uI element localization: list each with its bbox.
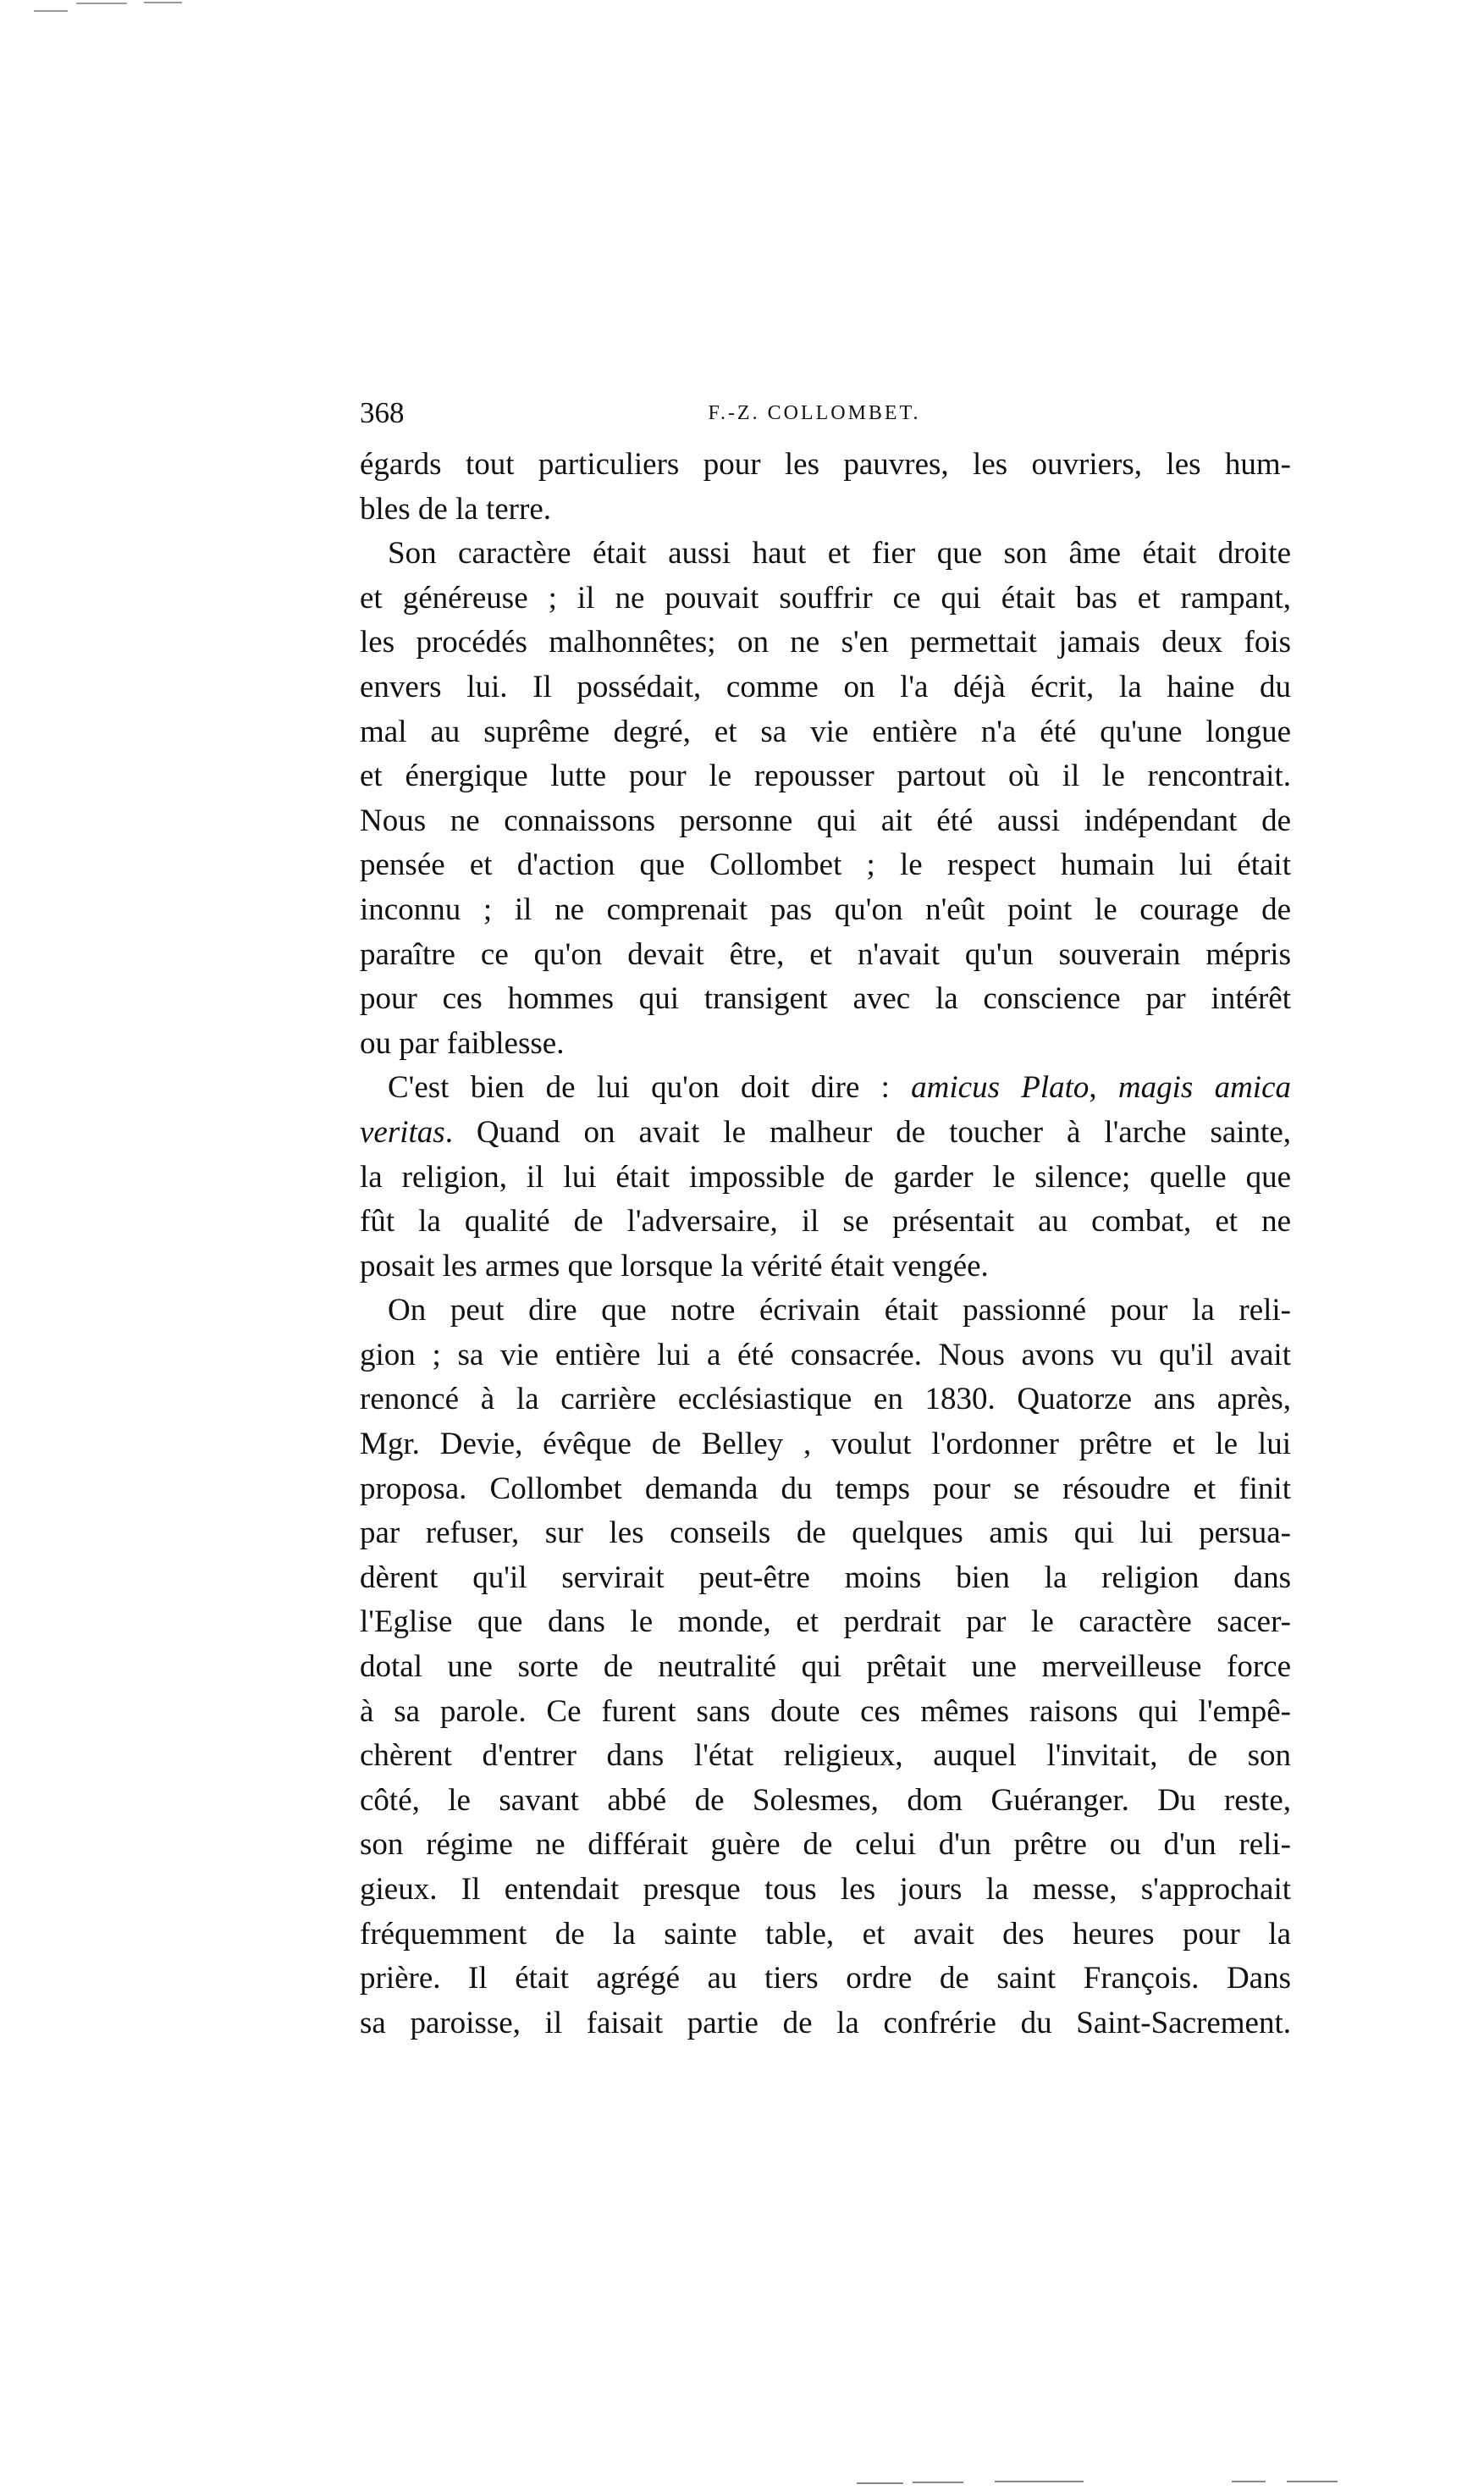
text-line: Mgr. Devie, évêque de Belley , voulut l'ordonner prêtre et le lui — [360, 1427, 1291, 1462]
paragraph-4 — [360, 1289, 1291, 2046]
paragraph-2 — [360, 532, 1291, 1066]
text-line: égards tout particuliers pour les pauvres, les ouvriers, les hum- — [360, 447, 1291, 482]
latin-quote-italic: magis amica — [1117, 1070, 1291, 1106]
scan-edge-artifacts-bottom — [847, 2481, 1439, 2487]
running-title: F.-Z. COLLOMBET. — [708, 402, 921, 424]
latin-quote-italic: amicus Plato — [911, 1070, 1090, 1106]
paragraph-1 — [360, 443, 1291, 532]
text-line: sa paroisse, il faisait partie de la confrérie du Saint-Sacrement. — [360, 2005, 1291, 2040]
text-line: fréquemment de la sainte table, et avait des heures pour la — [360, 1916, 1291, 1952]
text-line: prière. Il était agrégé au tiers ordre de saint François. Dans — [360, 1961, 1291, 1996]
page-number: 368 — [360, 396, 405, 429]
text-line: Son caractère était aussi haut et fier que son âme était droite — [388, 536, 1291, 571]
text-line: côté, le savant abbé de Solesmes, dom Guéranger. Du reste, — [360, 1782, 1291, 1818]
body-text — [360, 443, 1291, 2046]
text-line: la religion, il lui était impossible de garder le silence; quelle que — [360, 1159, 1291, 1195]
text-line: dotal une sorte de neutralité qui prêtait une merveilleuse force — [360, 1649, 1291, 1685]
text-line: à sa parole. Ce furent sans doute ces mêmes raisons qui l'empê- — [360, 1693, 1291, 1729]
text-line: gieux. Il entendait presque tous les jours la messe, s'approchait — [360, 1872, 1291, 1907]
text-line — [360, 1111, 1291, 1156]
text-line: et énergique lutte pour le repousser partout où il le rencontrait. — [360, 759, 1291, 794]
paragraph-3 — [360, 1066, 1291, 1289]
text-line: fût la qualité de l'adversaire, il se présentait au combat, et ne — [360, 1204, 1291, 1239]
text-run: C'est bien de lui qu'on doit dire : — [388, 1070, 912, 1106]
text-line: chèrent d'entrer dans l'état religieux, auquel l'invitait, de son — [360, 1738, 1291, 1774]
scan-edge-artifacts-top — [0, 0, 254, 14]
latin-quote-italic: veritas — [360, 1114, 445, 1150]
text-line: renoncé à la carrière ecclésiastique en 1830. Quatorze ans après, — [360, 1382, 1291, 1417]
text-line: pensée et d'action que Collombet ; le respect humain lui était — [360, 847, 1291, 883]
text-line: les procédés malhonnêtes; on ne s'en permettait jamais deux fois — [360, 625, 1291, 660]
text-run: , — [1089, 1070, 1118, 1106]
text-line: Nous ne connaissons personne qui ait été aussi indépendant de — [360, 803, 1291, 838]
text-line: On peut dire que notre écrivain était passionné pour la reli- — [388, 1293, 1291, 1328]
text-line: paraître ce qu'on devait être, et n'avait qu'un souverain mépris — [360, 936, 1291, 972]
text-line: inconnu ; il ne comprenait pas qu'on n'eût point le courage de — [360, 892, 1291, 927]
text-line: dèrent qu'il servirait peut-être moins bien la religion dans — [360, 1560, 1291, 1595]
text-line: envers lui. Il possédait, comme on l'a déjà écrit, la haine du — [360, 669, 1291, 704]
running-head — [360, 395, 1291, 432]
text-line: pour ces hommes qui transigent avec la conscience par intérêt — [360, 981, 1291, 1017]
text-line: son régime ne différait guère de celui d'un prêtre ou d'un reli- — [360, 1827, 1291, 1863]
text-line: proposa. Collombet demanda du temps pour se résoudre et finit — [360, 1471, 1291, 1506]
text-line: gion ; sa vie entière lui a été consacrée. Nous avons vu qu'il avait — [360, 1337, 1291, 1372]
text-line: bles de la terre. — [360, 491, 551, 527]
text-line: ou par faiblesse. — [360, 1025, 565, 1061]
text-line: l'Eglise que dans le monde, et perdrait par le caractère sacer- — [360, 1604, 1291, 1640]
text-line: et généreuse ; il ne pouvait souffrir ce qui était bas et rampant, — [360, 580, 1291, 616]
text-line: par refuser, sur les conseils de quelques amis qui lui persua- — [360, 1516, 1291, 1551]
text-line: mal au suprême degré, et sa vie entière n'a été qu'une longue — [360, 714, 1291, 749]
text-line — [360, 1066, 1291, 1111]
text-line: posait les armes que lorsque la vérité était vengée. — [360, 1248, 989, 1284]
text-run: . Quand on avait le malheur de toucher à l'arche sainte, — [444, 1114, 1291, 1150]
